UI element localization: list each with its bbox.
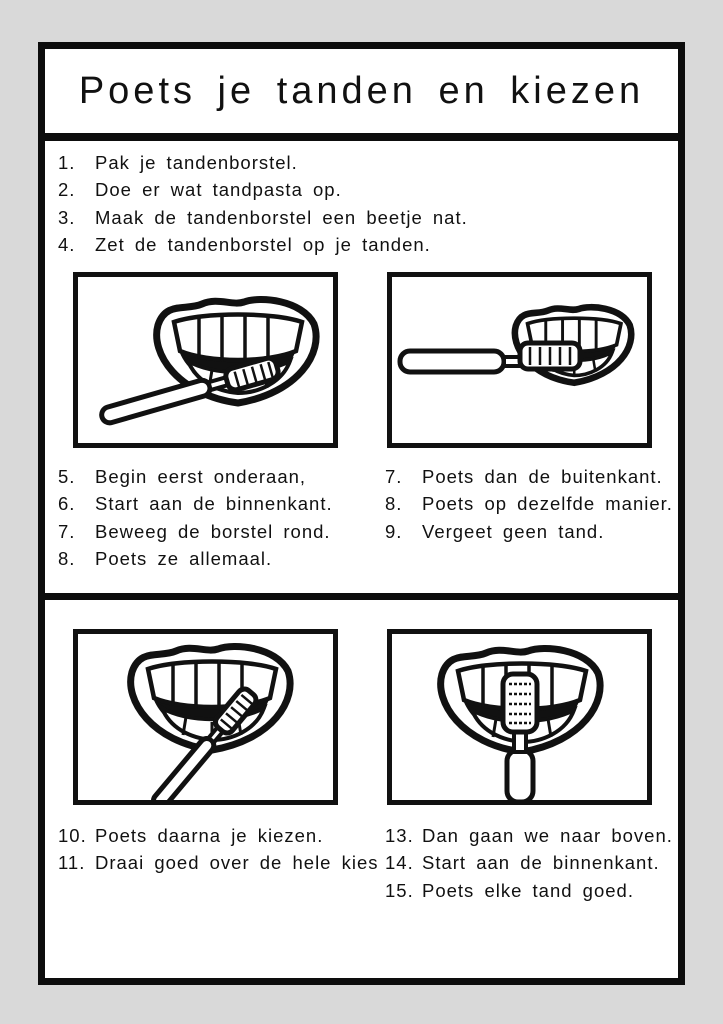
- item-number: 8.: [385, 493, 403, 515]
- list-item: [58, 149, 468, 177]
- worksheet-page: [38, 42, 685, 985]
- section-middle: [45, 141, 678, 600]
- list-item: [385, 877, 673, 905]
- list-item: [385, 822, 673, 850]
- list-steps-7-9: [385, 463, 673, 546]
- list-item: [58, 491, 333, 519]
- item-number: 10.: [58, 824, 87, 846]
- item-text: Start aan de binnenkant.: [422, 852, 660, 874]
- item-text: Maak de tandenborstel een beetje nat.: [95, 206, 468, 228]
- item-text: Poets elke tand goed.: [422, 879, 634, 901]
- list-item: [58, 822, 379, 850]
- list-item: [385, 850, 673, 878]
- list-item: [58, 518, 333, 546]
- list-item: [58, 232, 468, 260]
- item-number: 15.: [385, 879, 414, 901]
- list-steps-5-8: [58, 463, 333, 573]
- item-number: 14.: [385, 852, 414, 874]
- item-number: 4.: [58, 234, 76, 256]
- list-item: [385, 518, 673, 546]
- item-text: Pak je tandenborstel.: [95, 151, 298, 173]
- item-text: Poets ze allemaal.: [95, 548, 273, 570]
- mouth-toothbrush-illustration-2: [392, 277, 647, 443]
- item-text: Begin eerst onderaan,: [95, 465, 307, 487]
- item-number: 8.: [58, 548, 76, 570]
- item-text: Doe er wat tandpasta op.: [95, 179, 342, 201]
- title-bar: [45, 49, 678, 141]
- item-number: 2.: [58, 179, 76, 201]
- list-item: [58, 204, 468, 232]
- list-item: [58, 177, 468, 205]
- item-number: 1.: [58, 151, 76, 173]
- list-item: [58, 546, 333, 574]
- item-number: 6.: [58, 493, 76, 515]
- item-number: 5.: [58, 465, 76, 487]
- item-text: Poets op dezelfde manier.: [422, 493, 673, 515]
- illustration-box-1: [73, 272, 338, 448]
- item-text: Zet de tandenborstel op je tanden.: [95, 234, 431, 256]
- item-number: 13.: [385, 824, 414, 846]
- list-item: [385, 491, 673, 519]
- list-steps-1-4: [58, 149, 468, 259]
- item-text: Beweeg de borstel rond.: [95, 520, 331, 542]
- item-text: Draai goed over de hele kies: [95, 852, 379, 874]
- illustration-box-3: [73, 629, 338, 805]
- section-bottom: [45, 600, 678, 978]
- item-number: 11.: [58, 852, 86, 874]
- item-text: Poets dan de buitenkant.: [422, 465, 663, 487]
- item-number: 9.: [385, 520, 403, 542]
- list-item: [58, 463, 333, 491]
- list-steps-10-11: [58, 822, 379, 877]
- list-steps-13-15: [385, 822, 673, 905]
- page-title: Poets je tanden en kiezen: [78, 69, 645, 112]
- mouth-toothbrush-illustration-3: [78, 634, 333, 800]
- item-number: 3.: [58, 206, 76, 228]
- illustration-box-2: [387, 272, 652, 448]
- illustration-box-4: [387, 629, 652, 805]
- mouth-toothbrush-illustration-1: [78, 277, 333, 443]
- list-item: [385, 463, 673, 491]
- item-text: Start aan de binnenkant.: [95, 493, 333, 515]
- item-text: Dan gaan we naar boven.: [422, 824, 673, 846]
- item-text: Vergeet geen tand.: [422, 520, 605, 542]
- item-text: Poets daarna je kiezen.: [95, 824, 324, 846]
- list-item: [58, 850, 379, 878]
- item-number: 7.: [385, 465, 403, 487]
- mouth-toothbrush-illustration-4: [392, 634, 647, 800]
- item-number: 7.: [58, 520, 76, 542]
- toothbrush: [400, 343, 580, 372]
